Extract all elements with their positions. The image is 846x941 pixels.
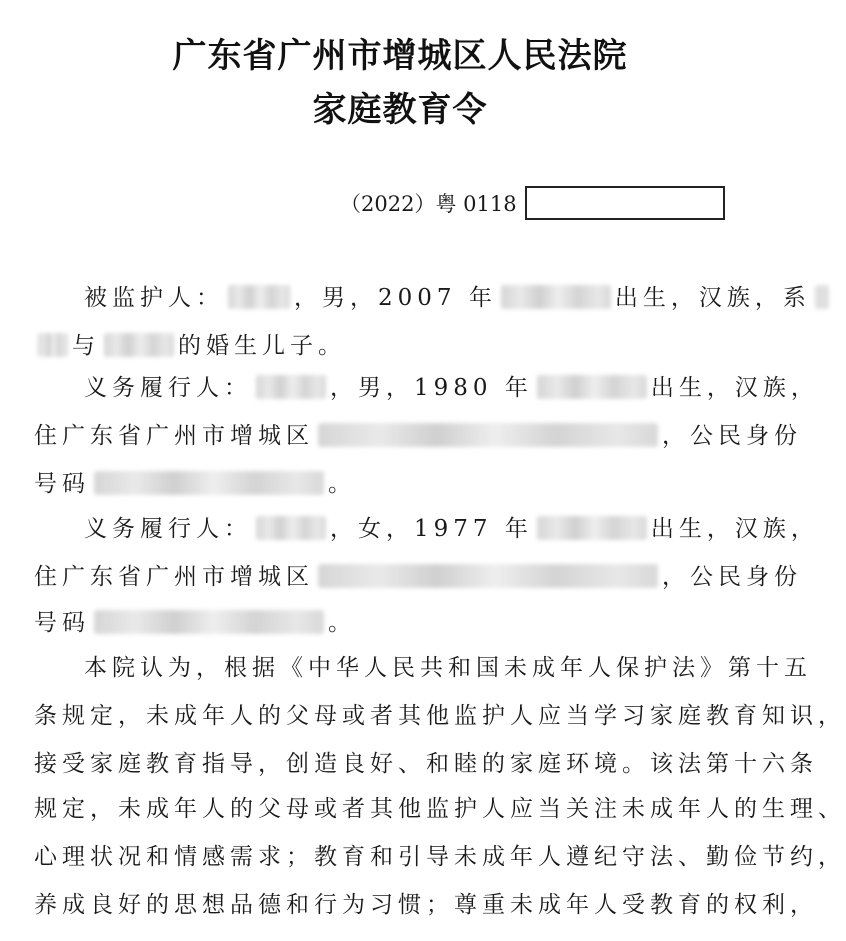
redacted-text — [38, 333, 68, 357]
text-segment: 心理状况和情感需求；教育和引导未成年人遵纪守法、勤俭节约， — [34, 844, 846, 870]
text-segment: ，女，1977 年 — [330, 516, 533, 542]
document-number-text: （2022）粤 0118 — [340, 192, 517, 216]
text-segment: 义务履行人： — [84, 516, 252, 542]
text-segment: 接受家庭教育指导，创造良好、和睦的家庭环境。该法第十六条 — [34, 751, 818, 777]
text-line — [34, 841, 846, 873]
redacted-text — [94, 610, 324, 634]
redacted-text — [228, 285, 290, 309]
text-line — [34, 700, 846, 732]
text-line — [34, 330, 346, 362]
text-line — [84, 372, 819, 404]
text-line — [84, 513, 819, 545]
text-line — [34, 420, 802, 452]
text-segment: 的婚生儿子。 — [178, 333, 346, 359]
text-segment: 与 — [72, 333, 100, 359]
text-segment: ，男，2007 年 — [294, 285, 497, 311]
redacted-text — [501, 285, 611, 309]
order-title: 家庭教育令 — [312, 90, 488, 130]
court-name-title: 广东省广州市增城区人民法院 — [172, 36, 628, 76]
redacted-text — [94, 471, 324, 495]
text-segment: 被监护人： — [84, 285, 224, 311]
text-segment: ，公民身份 — [662, 423, 802, 449]
redacted-number-box — [525, 186, 725, 220]
redacted-text — [318, 423, 658, 447]
text-segment: 养成良好的思想品德和行为习惯；尊重未成年人受教育的权利， — [34, 892, 818, 918]
text-segment: 号码 — [34, 610, 90, 636]
text-segment: 条规定，未成年人的父母或者其他监护人应当学习家庭教育知识， — [34, 703, 846, 729]
redacted-text — [815, 285, 829, 309]
text-segment: 住广东省广州市增城区 — [34, 564, 314, 590]
document-number — [340, 186, 725, 220]
redacted-text — [318, 564, 658, 588]
text-segment: 住广东省广州市增城区 — [34, 423, 314, 449]
text-segment: 出生，汉族，系 — [614, 285, 811, 311]
redacted-text — [256, 516, 326, 540]
redacted-text — [256, 375, 326, 399]
text-segment: 。 — [328, 471, 356, 497]
text-line — [34, 468, 356, 500]
text-segment: 本院认为，根据《中华人民共和国未成年人保护法》第十五 — [84, 655, 812, 681]
text-segment: 。 — [328, 610, 356, 636]
text-line — [34, 607, 356, 639]
text-line — [34, 793, 846, 825]
text-segment: ，公民身份 — [662, 564, 802, 590]
text-line — [84, 652, 812, 684]
redacted-text — [104, 333, 174, 357]
redacted-text — [537, 375, 647, 399]
text-line — [34, 748, 818, 780]
text-line — [34, 561, 802, 593]
text-line — [84, 282, 833, 314]
text-segment: 出生，汉族， — [650, 516, 819, 542]
text-line — [34, 889, 818, 921]
text-segment: 义务履行人： — [84, 375, 252, 401]
text-segment: 号码 — [34, 471, 90, 497]
redacted-text — [537, 516, 647, 540]
text-segment: 出生，汉族， — [650, 375, 819, 401]
text-segment: 规定，未成年人的父母或者其他监护人应当关注未成年人的生理、 — [34, 796, 846, 822]
text-segment: ，男，1980 年 — [330, 375, 533, 401]
